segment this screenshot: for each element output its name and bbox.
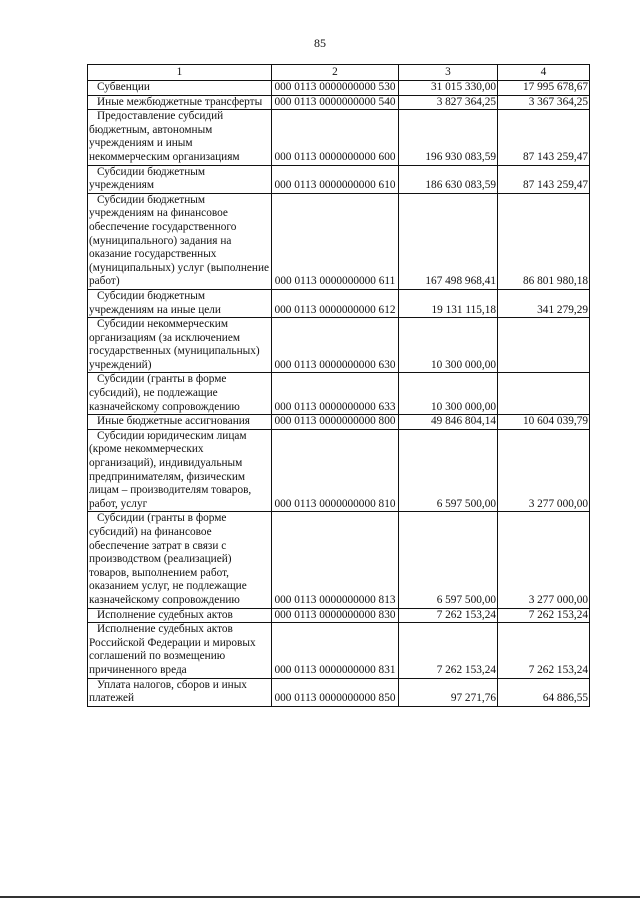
row-value-col3: 7 262 153,24: [399, 608, 498, 623]
row-code-cell: 000 0113 0000000000 600: [272, 110, 399, 165]
row-value-col3: 3 827 364,25: [399, 95, 498, 110]
row-value-col3: 31 015 330,00: [399, 81, 498, 96]
row-value-col4: 3 367 364,25: [498, 95, 590, 110]
row-value-col4: 7 262 153,24: [498, 623, 590, 678]
row-value-col3: 97 271,76: [399, 678, 498, 706]
page-number: 85: [314, 36, 326, 50]
row-code-cell: 000 0113 0000000000 540: [272, 95, 399, 110]
row-code-cell: 000 0113 0000000000 630: [272, 318, 399, 373]
table-row: [88, 110, 590, 165]
row-code-cell: 000 0113 0000000000 830: [272, 608, 399, 623]
row-value-col3: 6 597 500,00: [399, 429, 498, 512]
row-value-col4: [498, 373, 590, 415]
table-row: [88, 608, 590, 623]
row-name-cell: Субсидии бюджетным учреждениям на финансовое обеспечение государственного (муниципального) задания на оказание государственных (муниципальных) услуг (выполнение работ): [88, 193, 272, 289]
row-name-cell: Предоставление субсидий бюджетным, автономным учреждениям и иным некоммерческим организациям: [88, 110, 272, 165]
row-value-col4: 7 262 153,24: [498, 608, 590, 623]
row-code-cell: 000 0113 0000000000 800: [272, 415, 399, 430]
row-value-col4: 87 143 259,47: [498, 165, 590, 193]
table-header-row: [88, 65, 590, 81]
row-name-cell: Субсидии некоммерческим организациям (за исключением государственных (муниципальных) учреждений): [88, 318, 272, 373]
row-name-cell: Иные межбюджетные трансферты: [88, 95, 272, 110]
row-value-col3: 19 131 115,18: [399, 289, 498, 317]
row-value-col3: 167 498 968,41: [399, 193, 498, 289]
row-value-col4: 3 277 000,00: [498, 429, 590, 512]
column-header-1: 1: [88, 65, 272, 81]
row-name-cell: Субсидии (гранты в форме субсидий) на финансовое обеспечение затрат в связи с производством (реализацией) товаров, выполнением работ, оказанием услуг, не подлежащие казначейскому сопровождению: [88, 512, 272, 608]
table-row: [88, 318, 590, 373]
row-value-col3: 10 300 000,00: [399, 373, 498, 415]
table-row: [88, 165, 590, 193]
table-row: [88, 512, 590, 608]
row-code-cell: 000 0113 0000000000 813: [272, 512, 399, 608]
row-value-col4: 17 995 678,67: [498, 81, 590, 96]
row-code-cell: 000 0113 0000000000 850: [272, 678, 399, 706]
table-body: [88, 81, 590, 707]
row-code-cell: 000 0113 0000000000 810: [272, 429, 399, 512]
row-code-cell: 000 0113 0000000000 611: [272, 193, 399, 289]
row-value-col3: 7 262 153,24: [399, 623, 498, 678]
row-value-col3: 49 846 804,14: [399, 415, 498, 430]
row-code-cell: 000 0113 0000000000 530: [272, 81, 399, 96]
row-value-col4: 3 277 000,00: [498, 512, 590, 608]
table-row: [88, 95, 590, 110]
table-row: [88, 429, 590, 512]
page-bottom-rule: [0, 896, 640, 898]
table-row: [88, 373, 590, 415]
row-value-col4: 86 801 980,18: [498, 193, 590, 289]
table-row: [88, 81, 590, 96]
row-name-cell: Иные бюджетные ассигнования: [88, 415, 272, 430]
table-row: [88, 415, 590, 430]
row-value-col4: 10 604 039,79: [498, 415, 590, 430]
table-row: [88, 678, 590, 706]
row-name-cell: Исполнение судебных актов: [88, 608, 272, 623]
row-code-cell: 000 0113 0000000000 831: [272, 623, 399, 678]
row-code-cell: 000 0113 0000000000 610: [272, 165, 399, 193]
row-name-cell: Субсидии (гранты в форме субсидий), не подлежащие казначейскому сопровождению: [88, 373, 272, 415]
row-value-col3: 6 597 500,00: [399, 512, 498, 608]
row-value-col3: 10 300 000,00: [399, 318, 498, 373]
row-code-cell: 000 0113 0000000000 633: [272, 373, 399, 415]
row-name-cell: Уплата налогов, сборов и иных платежей: [88, 678, 272, 706]
row-value-col4: 87 143 259,47: [498, 110, 590, 165]
row-name-cell: Субсидии юридическим лицам (кроме некоммерческих организаций), индивидуальным предпринимателям, физическим лицам – производителям товаров, работ, услуг: [88, 429, 272, 512]
row-name-cell: Субвенции: [88, 81, 272, 96]
row-name-cell: Субсидии бюджетным учреждениям: [88, 165, 272, 193]
row-value-col3: 186 630 083,59: [399, 165, 498, 193]
row-value-col4: [498, 318, 590, 373]
table-row: [88, 193, 590, 289]
row-value-col4: 341 279,29: [498, 289, 590, 317]
column-header-3: 3: [399, 65, 498, 81]
row-value-col4: 64 886,55: [498, 678, 590, 706]
budget-table: [87, 64, 590, 707]
column-header-4: 4: [498, 65, 590, 81]
row-name-cell: Субсидии бюджетным учреждениям на иные цели: [88, 289, 272, 317]
table-row: [88, 623, 590, 678]
column-header-2: 2: [272, 65, 399, 81]
row-name-cell: Исполнение судебных актов Российской Федерации и мировых соглашений по возмещению причиненного вреда: [88, 623, 272, 678]
row-value-col3: 196 930 083,59: [399, 110, 498, 165]
table-row: [88, 289, 590, 317]
row-code-cell: 000 0113 0000000000 612: [272, 289, 399, 317]
